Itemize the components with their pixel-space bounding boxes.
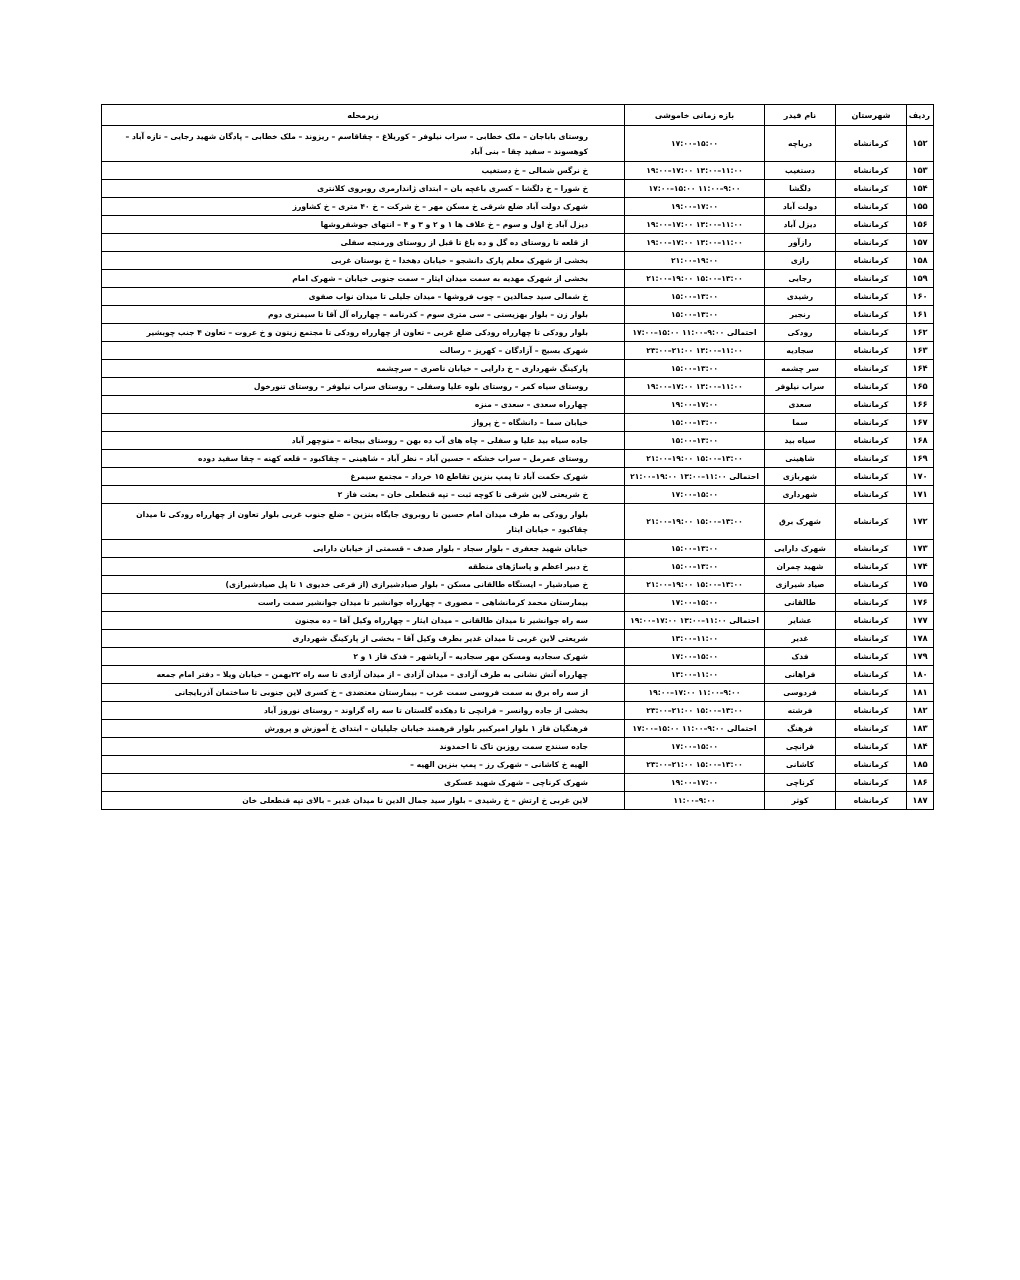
row-number-cell: ۱۵۸ [907,252,934,270]
table-row [102,270,934,288]
table-row [102,414,934,432]
feeder-cell: صیاد شیرازی [765,576,836,594]
city-cell: کرمانشاه [836,378,907,396]
row-number-cell: ۱۸۷ [907,792,934,810]
city-cell: کرمانشاه [836,324,907,342]
row-number-cell: ۱۵۹ [907,270,934,288]
table-row [102,378,934,396]
table-row [102,702,934,720]
feeder-cell: فراهانی [765,666,836,684]
city-cell: کرمانشاه [836,630,907,648]
row-number-cell: ۱۶۲ [907,324,934,342]
city-cell: کرمانشاه [836,504,907,540]
table-row [102,738,934,756]
subarea-cell: شریعتی لاین غربی تا میدان غدیر بطرف وکیل آقا – بخشی از پارکینگ شهرداری [102,630,625,648]
feeder-cell: شهربازی [765,468,836,486]
time-range-cell: ۱۳:۰۰–۱۵:۰۰ [625,540,765,558]
city-cell: کرمانشاه [836,270,907,288]
time-range-cell: ۱۱:۰۰–۱۳:۰۰ ۱۷:۰۰–۱۹:۰۰ [625,234,765,252]
feeder-cell: رودکی [765,324,836,342]
city-cell: کرمانشاه [836,198,907,216]
time-range-cell: احتمالی ۱۱:۰۰–۱۳:۰۰ ۱۷:۰۰–۱۹:۰۰ [625,612,765,630]
feeder-cell: طالقانی [765,594,836,612]
subarea-cell: جاده سنندج سمت روزبن تاک تا احمدوند [102,738,625,756]
city-cell: کرمانشاه [836,252,907,270]
feeder-cell: شهرداری [765,486,836,504]
subarea-cell: از قلعه تا روستای ده گل و ده باغ تا قبل از روستای ورمنجه سفلی [102,234,625,252]
header-time-range: بازه زمانی خاموشی [625,105,765,126]
city-cell: کرمانشاه [836,702,907,720]
row-number-cell: ۱۵۲ [907,126,934,162]
feeder-cell: فرشته [765,702,836,720]
city-cell: کرمانشاه [836,180,907,198]
table-row [102,342,934,360]
time-range-cell: ۱۳:۰۰–۱۵:۰۰ [625,558,765,576]
feeder-cell: سیاه بید [765,432,836,450]
subarea-cell: خ شریعتی لاین شرقی تا کوچه ثبت – تپه قنطعلی خان – بعثت فاز ۲ [102,486,625,504]
table-row [102,756,934,774]
subarea-cell: شهرک سجادیه ومسکن مهر سجادیه – آریاشهر – فدک فاز ۱ و ۲ [102,648,625,666]
table-row [102,504,934,540]
subarea-cell: خ دبیر اعظم و پاساژهای منطقه [102,558,625,576]
subarea-cell: چهارراه آتش نشانی به طرف آزادی – میدان آزادی – از میدان آزادی تا سه راه ۲۲بهمن – خیابان ویلا – دفتر امام جمعه [102,666,625,684]
subarea-cell: خیابان سما – دانشگاه – خ پرواز [102,414,625,432]
subarea-cell: خ صیادشیار – ایستگاه طالقانی مسکن – بلوار صیادشیرازی (از فرعی خدیوی ۱ تا پل صیادشیرازی) [102,576,625,594]
feeder-cell: فرانچی [765,738,836,756]
city-cell: کرمانشاه [836,756,907,774]
table-row [102,432,934,450]
row-number-cell: ۱۷۶ [907,594,934,612]
subarea-cell: شهرک بسیج – آزادگان – کهریز – رسالت [102,342,625,360]
table-row [102,666,934,684]
subarea-cell: چهارراه سعدی – سعدی – منزه [102,396,625,414]
row-number-cell: ۱۶۰ [907,288,934,306]
row-number-cell: ۱۷۹ [907,648,934,666]
time-range-cell: ۹:۰۰–۱۱:۰۰ [625,792,765,810]
time-range-cell: ۹:۰۰–۱۱:۰۰ ۱۷:۰۰–۱۹:۰۰ [625,684,765,702]
feeder-cell: شاهینی [765,450,836,468]
subarea-cell: بلوار رودکی تا چهارراه رودکی ضلع غربی – تعاون از چهارراه رودکی تا مجتمع زیتون و خ عروت – تعاون ۴ جنب چوبشیر [102,324,625,342]
subarea-cell: لاین غربی خ ارتش – خ رشیدی – بلوار سید جمال الدین تا میدان غدیر – بالای تپه قنطعلی خان [102,792,625,810]
subarea-cell: جاده سیاه بید علیا و سفلی – چاه های آب ده بهن – روستای بیجانه – منوچهر آباد [102,432,625,450]
header-subarea: زیرمحله [102,105,625,126]
subarea-cell: بخشی از شهرک مهدیه به سمت میدان ایثار – سمت جنوبی خیابان – شهرک امام [102,270,625,288]
city-cell: کرمانشاه [836,126,907,162]
subarea-cell: بخشی از جاده روانسر – فرانچی تا دهکده گلستان تا سه راه گراوند – روستای نوروز آباد [102,702,625,720]
time-range-cell: ۱۳:۰۰–۱۵:۰۰ [625,288,765,306]
time-range-cell: ۱۳:۰۰–۱۵:۰۰ ۱۹:۰۰–۲۱:۰۰ [625,450,765,468]
feeder-cell: رجایی [765,270,836,288]
city-cell: کرمانشاه [836,288,907,306]
subarea-cell: سه راه جوانشیر تا میدان طالقانی – میدان ایثار – چهارراه وکیل آقا – ده مجنون [102,612,625,630]
table-row [102,180,934,198]
table-row [102,612,934,630]
time-range-cell: احتمالی ۹:۰۰–۱۱:۰۰ ۱۵:۰۰–۱۷:۰۰ [625,720,765,738]
city-cell: کرمانشاه [836,216,907,234]
feeder-cell: سما [765,414,836,432]
feeder-cell: سعدی [765,396,836,414]
subarea-cell: خ نرگس شمالی – خ دستغیب [102,162,625,180]
time-range-cell: ۱۳:۰۰–۱۵:۰۰ ۱۹:۰۰–۲۱:۰۰ [625,270,765,288]
city-cell: کرمانشاه [836,666,907,684]
table-row [102,252,934,270]
table-row [102,288,934,306]
table-row [102,306,934,324]
table-row [102,540,934,558]
city-cell: کرمانشاه [836,162,907,180]
city-cell: کرمانشاه [836,360,907,378]
city-cell: کرمانشاه [836,396,907,414]
header-row [102,105,934,126]
table-row [102,216,934,234]
row-number-cell: ۱۷۵ [907,576,934,594]
time-range-cell: ۱۳:۰۰–۱۵:۰۰ ۲۱:۰۰–۲۳:۰۰ [625,756,765,774]
header-city: شهرستان [836,105,907,126]
feeder-cell: دولت آباد [765,198,836,216]
row-number-cell: ۱۵۶ [907,216,934,234]
subarea-cell: بیمارستان محمد کرمانشاهی – مصوری – چهارراه جوانشیر تا میدان جوانشیر سمت راست [102,594,625,612]
feeder-cell: شهرک برق [765,504,836,540]
row-number-cell: ۱۵۷ [907,234,934,252]
table-row [102,684,934,702]
city-cell: کرمانشاه [836,558,907,576]
row-number-cell: ۱۸۶ [907,774,934,792]
city-cell: کرمانشاه [836,594,907,612]
subarea-cell: شهرک کرناچی – شهرک شهید عسکری [102,774,625,792]
row-number-cell: ۱۷۱ [907,486,934,504]
row-number-cell: ۱۵۵ [907,198,934,216]
subarea-cell: پارکینگ شهرداری – خ دارایی – خیابان ناصری – سرچشمه [102,360,625,378]
time-range-cell: ۱۷:۰۰–۱۹:۰۰ [625,774,765,792]
subarea-cell: بخشی از شهرک معلم پارک دانشجو – خیابان دهخدا – خ بوستان غربی [102,252,625,270]
subarea-cell: الهیه خ کاشانی – شهرک رز – پمپ بنزین الهیه – [102,756,625,774]
table-row [102,774,934,792]
row-number-cell: ۱۶۶ [907,396,934,414]
city-cell: کرمانشاه [836,612,907,630]
subarea-cell: خ شورا – خ دلگشا – کسری باغچه بان – ابتدای ژاندارمری روبروی کلانتری [102,180,625,198]
city-cell: کرمانشاه [836,792,907,810]
row-number-cell: ۱۶۷ [907,414,934,432]
time-range-cell: ۱۷:۰۰–۱۹:۰۰ [625,396,765,414]
feeder-cell: رشیدی [765,288,836,306]
feeder-cell: فردوسی [765,684,836,702]
row-number-cell: ۱۸۵ [907,756,934,774]
time-range-cell: ۱۵:۰۰–۱۷:۰۰ [625,738,765,756]
subarea-cell: بلوار رودکی به طرف میدان امام حسین تا روبروی جایگاه بنزین – ضلع جنوب غربی بلوار تعاون از چهارراه رودکی تا میدان چقاکبود – خیابان ایثار [102,504,625,540]
time-range-cell: ۱۳:۰۰–۱۵:۰۰ [625,360,765,378]
feeder-cell: رنجبر [765,306,836,324]
table-row [102,396,934,414]
feeder-cell: کاشانی [765,756,836,774]
table-row [102,234,934,252]
time-range-cell: ۱۵:۰۰–۱۷:۰۰ [625,648,765,666]
time-range-cell: ۱۹:۰۰–۲۱:۰۰ [625,252,765,270]
subarea-cell: روستای سیاه کمر – روستای بلوه علیا وسفلی – روستای سراب نیلوفر – روستای تنورخول [102,378,625,396]
city-cell: کرمانشاه [836,306,907,324]
row-number-cell: ۱۷۴ [907,558,934,576]
table-row [102,630,934,648]
time-range-cell: ۱۱:۰۰–۱۳:۰۰ ۲۱:۰۰–۲۳:۰۰ [625,342,765,360]
time-range-cell: ۱۱:۰۰–۱۳:۰۰ [625,666,765,684]
feeder-cell: شهرک دارایی [765,540,836,558]
city-cell: کرمانشاه [836,342,907,360]
city-cell: کرمانشاه [836,738,907,756]
time-range-cell: ۱۳:۰۰–۱۵:۰۰ [625,432,765,450]
row-number-cell: ۱۷۲ [907,504,934,540]
time-range-cell: ۱۱:۰۰–۱۳:۰۰ [625,630,765,648]
row-number-cell: ۱۶۹ [907,450,934,468]
city-cell: کرمانشاه [836,414,907,432]
feeder-cell: سجادیه [765,342,836,360]
row-number-cell: ۱۶۳ [907,342,934,360]
feeder-cell: فدک [765,648,836,666]
time-range-cell: ۱۱:۰۰–۱۳:۰۰ ۱۷:۰۰–۱۹:۰۰ [625,162,765,180]
city-cell: کرمانشاه [836,234,907,252]
subarea-cell: از سه راه برق به سمت فروسی سمت غرب – بیمارستان معتضدی – خ کسری لاین جنوبی تا ساختمان آذربایجانی [102,684,625,702]
row-number-cell: ۱۵۴ [907,180,934,198]
feeder-cell: غدیر [765,630,836,648]
row-number-cell: ۱۸۰ [907,666,934,684]
row-number-cell: ۱۷۰ [907,468,934,486]
subarea-cell: شهرک حکمت آباد تا پمپ بنزین تقاطع ۱۵ خرداد – مجتمع سیمرغ [102,468,625,486]
feeder-cell: عشایر [765,612,836,630]
feeder-cell: دیزل آباد [765,216,836,234]
row-number-cell: ۱۵۳ [907,162,934,180]
table-row [102,558,934,576]
row-number-cell: ۱۷۸ [907,630,934,648]
row-number-cell: ۱۶۱ [907,306,934,324]
row-number-cell: ۱۸۴ [907,738,934,756]
table-row [102,162,934,180]
table-row [102,792,934,810]
table-row [102,486,934,504]
table-row [102,126,934,162]
subarea-cell: بلوار زن – بلوار بهزیستی – سی متری سوم – کدرنامه – چهارراه آل آقا تا سیمتری دوم [102,306,625,324]
subarea-cell: دیزل آباد خ اول و سوم – خ علاف ها ۱ و ۲ و ۳ و ۴ – انتهای جوشفروشها [102,216,625,234]
row-number-cell: ۱۸۱ [907,684,934,702]
city-cell: کرمانشاه [836,468,907,486]
time-range-cell: احتمالی ۹:۰۰–۱۱:۰۰ ۱۵:۰۰–۱۷:۰۰ [625,324,765,342]
feeder-cell: رازآور [765,234,836,252]
feeder-cell: دریاچه [765,126,836,162]
subarea-cell: خیابان شهید جعفری – بلوار سجاد – بلوار صدف – قسمتی از خیابان دارایی [102,540,625,558]
time-range-cell: ۱۵:۰۰–۱۷:۰۰ [625,594,765,612]
time-range-cell: ۱۱:۰۰–۱۳:۰۰ ۱۷:۰۰–۱۹:۰۰ [625,378,765,396]
subarea-cell: شهرک دولت آباد ضلع شرقی خ مسکن مهر – خ شرکت – خ ۴۰ متری – خ کشاورز [102,198,625,216]
row-number-cell: ۱۷۷ [907,612,934,630]
feeder-cell: دلگشا [765,180,836,198]
table-row [102,360,934,378]
row-number-cell: ۱۶۴ [907,360,934,378]
feeder-cell: کرناچی [765,774,836,792]
city-cell: کرمانشاه [836,450,907,468]
outage-schedule-table [101,104,934,810]
feeder-cell: رازی [765,252,836,270]
table-row [102,648,934,666]
table-row [102,198,934,216]
time-range-cell: احتمالی ۱۱:۰۰–۱۳:۰۰ ۱۹:۰۰–۲۱:۰۰ [625,468,765,486]
time-range-cell: ۱۳:۰۰–۱۵:۰۰ ۱۹:۰۰–۲۱:۰۰ [625,504,765,540]
time-range-cell: ۱۳:۰۰–۱۵:۰۰ [625,306,765,324]
feeder-cell: دستغیب [765,162,836,180]
row-number-cell: ۱۸۲ [907,702,934,720]
time-range-cell: ۱۷:۰۰–۱۹:۰۰ [625,198,765,216]
time-range-cell: ۱۳:۰۰–۱۵:۰۰ ۱۹:۰۰–۲۱:۰۰ [625,576,765,594]
time-range-cell: ۱۱:۰۰–۱۳:۰۰ ۱۷:۰۰–۱۹:۰۰ [625,216,765,234]
city-cell: کرمانشاه [836,576,907,594]
time-range-cell: ۹:۰۰–۱۱:۰۰ ۱۵:۰۰–۱۷:۰۰ [625,180,765,198]
time-range-cell: ۱۳:۰۰–۱۵:۰۰ ۲۱:۰۰–۲۳:۰۰ [625,702,765,720]
city-cell: کرمانشاه [836,432,907,450]
table-row [102,468,934,486]
feeder-cell: فرهنگ [765,720,836,738]
city-cell: کرمانشاه [836,720,907,738]
time-range-cell: ۱۵:۰۰–۱۷:۰۰ [625,126,765,162]
city-cell: کرمانشاه [836,648,907,666]
time-range-cell: ۱۵:۰۰–۱۷:۰۰ [625,486,765,504]
table-row [102,720,934,738]
feeder-cell: سراب نیلوفر [765,378,836,396]
table-row [102,450,934,468]
subarea-cell: روستای باباجان – ملک خطابی – سراب نیلوفر – کوریلاغ – چقاقاسم – ریزوند – ملک خطابی – پادگان شهید رجایی – تازه آباد – کوهسوند – سفید چقا – بنی آباد [102,126,625,162]
feeder-cell: شهید چمران [765,558,836,576]
time-range-cell: ۱۳:۰۰–۱۵:۰۰ [625,414,765,432]
feeder-cell: کوثر [765,792,836,810]
subarea-cell: فرهنگیان فاز ۱ بلوار امیرکبیر بلوار فرهمند خیابان جلیلیان – ابتدای خ آموزش و پرورش [102,720,625,738]
feeder-cell: سر چشمه [765,360,836,378]
table-row [102,594,934,612]
row-number-cell: ۱۷۳ [907,540,934,558]
city-cell: کرمانشاه [836,540,907,558]
table-row [102,576,934,594]
row-number-cell: ۱۶۵ [907,378,934,396]
subarea-cell: روستای عمرمل – سراب خشکه – حسین آباد – نظر آباد – شاهینی – چقاکبود – قلعه کهنه – چقا سفید دوده [102,450,625,468]
header-feeder: نام فیدر [765,105,836,126]
table-row [102,324,934,342]
row-number-cell: ۱۸۳ [907,720,934,738]
row-number-cell: ۱۶۸ [907,432,934,450]
city-cell: کرمانشاه [836,486,907,504]
header-row-number: ردیف [907,105,934,126]
subarea-cell: خ شمالی سید جمالدین – چوب فروشها – میدان جلیلی تا میدان نواب صفوی [102,288,625,306]
city-cell: کرمانشاه [836,684,907,702]
city-cell: کرمانشاه [836,774,907,792]
